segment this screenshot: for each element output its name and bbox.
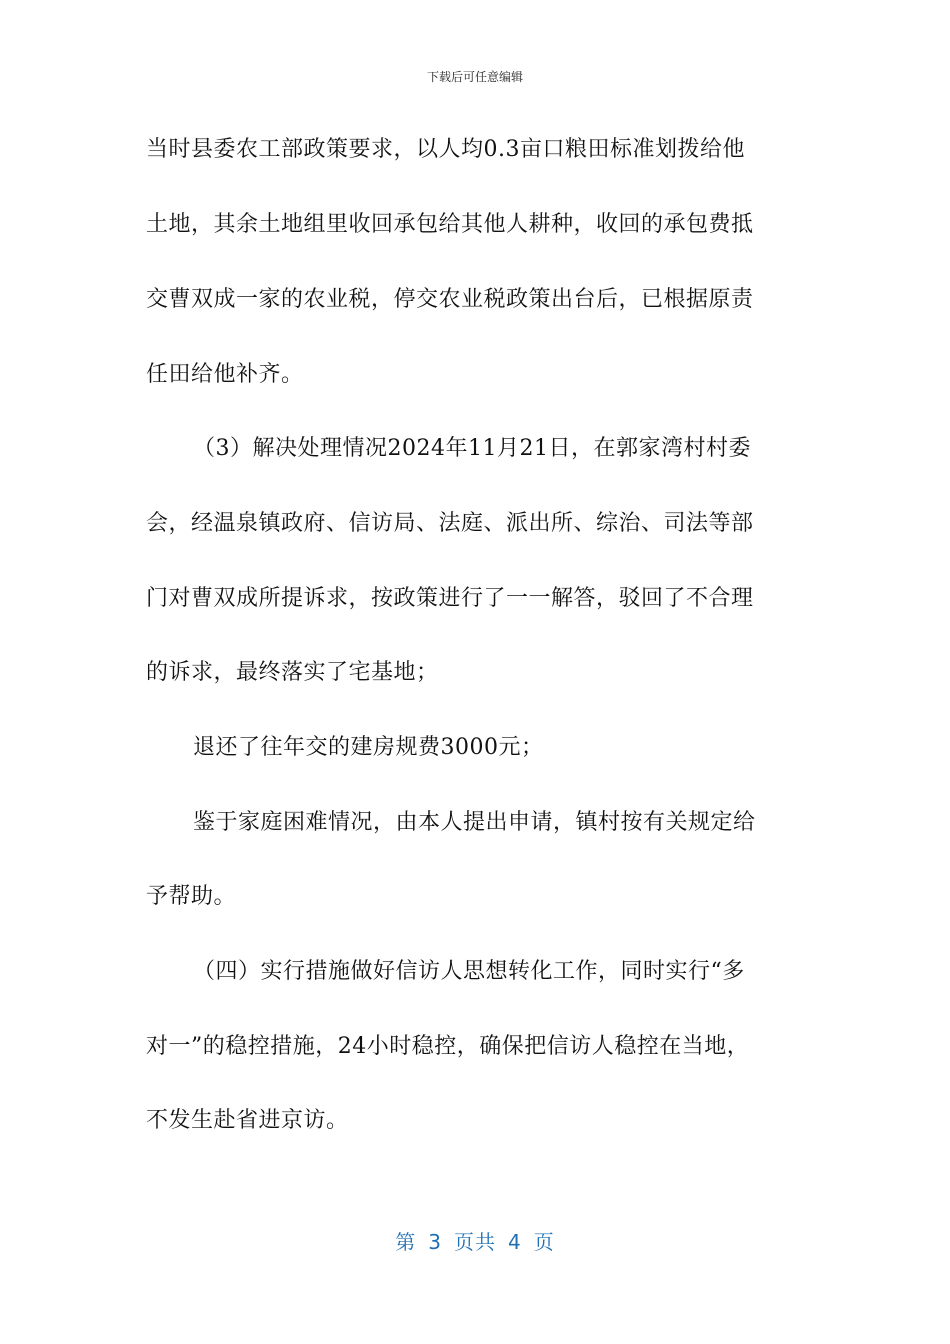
text-line: 鉴于家庭困难情况，由本人提出申请，镇村按有关规定给 [193,810,756,835]
footer-suffix: 页 [533,1230,555,1254]
text-line: 退还了往年交的建房规费3000元； [193,735,544,760]
text-line: 门对曹双成所提诉求，按政策进行了一一解答，驳回了不合理 [146,586,754,611]
text-line: 的诉求，最终落实了宅基地； [146,660,439,685]
text-line: 予帮助。 [146,884,237,909]
page-footer [0,1226,950,1255]
text-line: 会，经温泉镇政府、信访局、法庭、派出所、综治、司法等部 [146,511,754,536]
footer-prefix: 第 [395,1230,417,1254]
footer-middle: 页共 [454,1230,496,1254]
text-line: 当时县委农工部政策要求，以人均0.3亩口粮田标准划拨给他 [146,137,745,162]
text-line: 交曹双成一家的农业税，停交农业税政策出台后，已根据原责 [146,287,754,312]
text-line: （四）实行措施做好信访人思想转化工作，同时实行“多 [193,959,745,984]
text-line: 对一”的稳控措施，24小时稳控，确保把信访人稳控在当地， [146,1034,750,1059]
current-page-number: 3 [428,1230,442,1254]
page-header-note: 下载后可任意编辑 [426,70,523,84]
text-line: 任田给他补齐。 [146,362,304,387]
text-line: 不发生赴省进京访。 [146,1108,349,1133]
text-line: 土地，其余土地组里收回承包给其他人耕种，收回的承包费抵 [146,212,754,237]
text-line: （3）解决处理情况2024年11月21日，在郭家湾村村委 [193,436,751,461]
total-pages-number: 4 [508,1230,522,1254]
